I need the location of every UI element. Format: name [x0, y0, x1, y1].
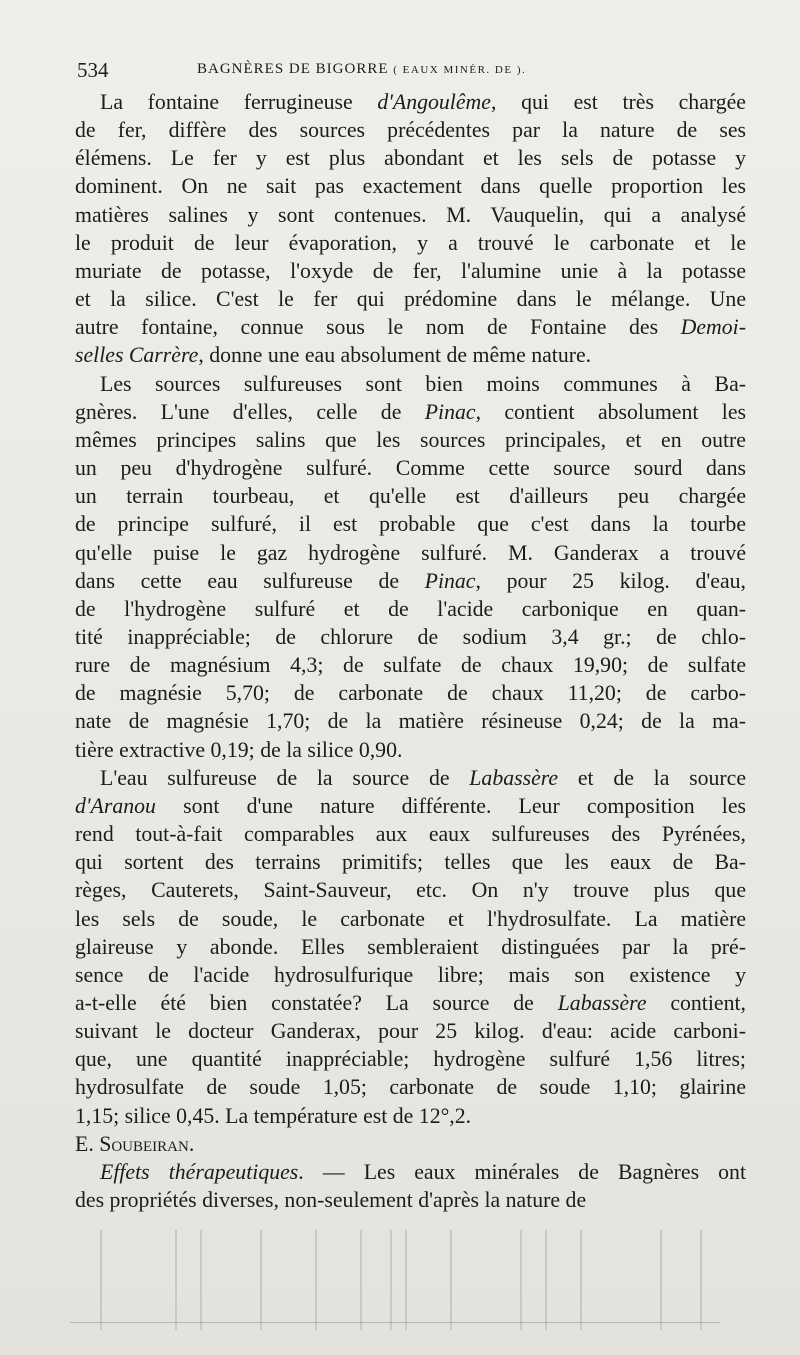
- text-line: [75, 933, 746, 961]
- bleed-stroke: [660, 1230, 662, 1330]
- running-head-title: BAGNÈRES DE BIGORRE: [197, 61, 389, 77]
- text-line: [75, 1102, 746, 1130]
- text-line: [75, 989, 746, 1017]
- text-line: [75, 707, 746, 735]
- text-span: , pour 25 kilog. d'eau,: [475, 568, 746, 593]
- author-signature: [75, 1130, 746, 1158]
- text-line: [75, 285, 746, 313]
- text-span: L'eau sulfureuse de la source de: [100, 765, 470, 790]
- text-span: élémens. Le fer y est plus abondant et les sels de potasse y: [75, 146, 746, 171]
- bleed-stroke: [260, 1230, 262, 1330]
- running-head-subtitle: ( EAUX MINÉR. DE ).: [393, 64, 527, 76]
- text-line: [75, 539, 746, 567]
- text-line: [75, 482, 746, 510]
- bleed-stroke: [200, 1230, 202, 1330]
- italic-text: d'Aranou: [75, 793, 156, 818]
- text-line: [75, 1186, 746, 1214]
- text-span: un peu d'hydrogène sulfuré. Comme cette source sourd dans: [75, 456, 746, 481]
- text-span: de fer, diffère des sources précédentes par la nature de ses: [75, 118, 746, 143]
- text-line: [75, 88, 746, 116]
- italic-text: Labassère: [557, 991, 647, 1015]
- text-line: [75, 257, 746, 285]
- page-number: 534: [77, 58, 109, 82]
- text-span: sont d'une nature différente. Leur composition les: [155, 793, 746, 818]
- text-span: et de la source: [558, 765, 747, 790]
- text-span: qui sortent des terrains primitifs; telles que les eaux de Ba-: [75, 850, 746, 875]
- text-line: [75, 313, 746, 341]
- text-line: [75, 144, 746, 172]
- text-span: tière extractive 0,19; de la silice 0,90.: [75, 737, 403, 762]
- text-span: , contient absolument les: [475, 399, 746, 424]
- text-line: [75, 736, 746, 764]
- text-span: a-t-elle été bien constatée? La source de: [75, 991, 558, 1015]
- text-line: [75, 567, 746, 595]
- text-line: [75, 623, 746, 651]
- bleed-stroke: [360, 1230, 362, 1330]
- text-span: glaireuse y abonde. Elles sembleraient distinguées par la pré-: [75, 934, 746, 959]
- text-span: et la silice. C'est le fer qui prédomine dans le mélange. Une: [75, 287, 746, 312]
- bleed-stroke: [450, 1230, 452, 1330]
- text-line: [75, 116, 746, 144]
- text-span: de magnésie 5,70; de carbonate de chaux 11,20; de carbo-: [75, 681, 746, 706]
- text-span: contient,: [646, 991, 746, 1015]
- bleed-stroke: [520, 1230, 522, 1330]
- text-span: , qui est très chargée: [490, 90, 746, 114]
- text-line: [75, 876, 746, 904]
- text-line: [75, 820, 746, 848]
- text-span: muriate de potasse, l'oxyde de fer, l'alumine unie à la potasse: [75, 258, 746, 283]
- text-span: matières salines y sont contenues. M. Vauquelin, qui a analysé: [75, 202, 746, 227]
- text-line: [75, 426, 746, 454]
- body-text: [75, 88, 746, 1214]
- text-line: [75, 341, 746, 369]
- text-span: sence de l'acide hydrosulfurique libre; mais son existence y: [75, 962, 746, 987]
- text-line: [75, 398, 746, 426]
- bleed-stroke: [315, 1230, 317, 1330]
- text-span: les sels de soude, le carbonate et l'hydrosulfate. La matière: [75, 906, 746, 931]
- text-line: [75, 229, 746, 257]
- bleed-stroke: [405, 1230, 407, 1330]
- text-line: [75, 764, 746, 792]
- text-span: rure de magnésium 4,3; de sulfate de chaux 19,90; de sulfate: [75, 653, 746, 678]
- text-span: dominent. On ne sait pas exactement dans quelle proportion les: [75, 174, 746, 199]
- text-span: le produit de leur évaporation, y a trouvé le carbonate et le: [75, 230, 746, 255]
- italic-text: Effets thérapeutiques: [100, 1159, 299, 1184]
- text-line: [75, 679, 746, 707]
- text-line: [75, 792, 746, 820]
- text-span: suivant le docteur Ganderax, pour 25 kilog. d'eau: acide carboni-: [75, 1019, 746, 1044]
- italic-text: Pinac: [424, 568, 476, 593]
- text-line: [75, 1017, 746, 1045]
- text-span: rend tout-à-fait comparables aux eaux sulfureuses des Pyrénées,: [75, 822, 746, 847]
- text-span: autre fontaine, connue sous le nom de Fontaine des: [75, 315, 681, 340]
- text-span: que, une quantité inappréciable; hydrogène sulfuré 1,56 litres;: [75, 1047, 746, 1072]
- text-line: [75, 1158, 746, 1186]
- text-line: [75, 454, 746, 482]
- text-span: . — Les eaux minérales de Bagnères ont: [298, 1159, 747, 1184]
- text-span: mêmes principes salins que les sources principales, et en outre: [75, 427, 746, 452]
- text-line: [75, 370, 746, 398]
- text-line: [75, 172, 746, 200]
- text-line: [75, 651, 746, 679]
- page-edge-rule: [70, 1322, 720, 1323]
- text-line: [75, 510, 746, 538]
- text-span: nate de magnésie 1,70; de la matière résineuse 0,24; de la ma-: [75, 709, 746, 734]
- text-span: gnères. L'une d'elles, celle de: [75, 399, 425, 424]
- text-span: dans cette eau sulfureuse de: [75, 568, 425, 593]
- page-header: [77, 58, 767, 88]
- italic-text: Pinac: [424, 399, 476, 424]
- text-span: E. Soubeiran.: [75, 1131, 195, 1156]
- text-line: [75, 961, 746, 989]
- text-line: [75, 848, 746, 876]
- text-line: [75, 1073, 746, 1101]
- text-span: La fontaine ferrugineuse: [100, 90, 378, 114]
- italic-text: Demoi-: [680, 315, 746, 340]
- text-span: 1,15; silice 0,45. La température est de 12°,2.: [75, 1103, 472, 1128]
- bleed-stroke: [700, 1230, 702, 1330]
- running-head: [197, 61, 526, 78]
- text-line: [75, 595, 746, 623]
- text-span: Les sources sulfureuses sont bien moins communes à Ba-: [100, 371, 746, 396]
- text-span: hydrosulfate de soude 1,05; carbonate de soude 1,10; glairine: [75, 1075, 746, 1100]
- text-span: , donne une eau absolument de même nature.: [198, 343, 592, 368]
- text-span: tité inappréciable; de chlorure de sodium 3,4 gr.; de chlo-: [75, 624, 746, 649]
- italic-text: Labassère: [469, 765, 559, 790]
- bleed-stroke: [545, 1230, 547, 1330]
- bleed-stroke: [100, 1230, 102, 1330]
- italic-text: d'Angoulême: [377, 90, 491, 114]
- text-span: qu'elle puise le gaz hydrogène sulfuré. M. Ganderax a trouvé: [75, 540, 746, 565]
- text-span: des propriétés diverses, non-seulement d'après la nature de: [75, 1188, 587, 1213]
- bleed-stroke: [175, 1230, 177, 1330]
- text-span: de l'hydrogène sulfuré et de l'acide carbonique en quan-: [75, 596, 746, 621]
- bleed-stroke: [580, 1230, 582, 1330]
- text-line: [75, 201, 746, 229]
- italic-text: selles Carrère: [75, 343, 199, 368]
- bleed-stroke: [390, 1230, 392, 1330]
- text-line: [75, 905, 746, 933]
- text-span: de principe sulfuré, il est probable que c'est dans la tourbe: [75, 512, 746, 537]
- text-line: [75, 1045, 746, 1073]
- text-span: un terrain tourbeau, et qu'elle est d'ailleurs peu chargée: [75, 484, 746, 509]
- text-span: règes, Cauterets, Saint-Sauveur, etc. On n'y trouve plus que: [75, 878, 746, 903]
